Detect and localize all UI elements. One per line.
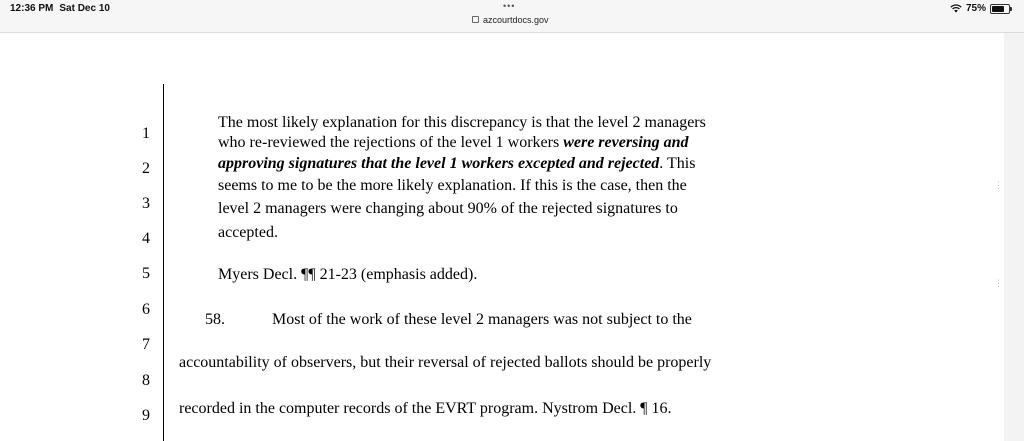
wifi-icon bbox=[950, 4, 962, 13]
quote-line: accepted. bbox=[218, 224, 278, 241]
quote-line bbox=[218, 134, 818, 152]
lock-icon bbox=[472, 16, 479, 23]
quote-text: who re-reviewed the rejections of the level 1 workers bbox=[218, 134, 564, 151]
date-text: Sat Dec 10 bbox=[59, 3, 110, 14]
quote-emphasis: were reversing and bbox=[563, 134, 689, 151]
scroll-marker-icon: ⋮ bbox=[994, 180, 1003, 190]
quote-line bbox=[218, 155, 818, 173]
margin-rule bbox=[163, 84, 164, 441]
status-time bbox=[10, 3, 110, 14]
status-bar bbox=[0, 0, 1024, 33]
line-number: 5 bbox=[142, 265, 150, 282]
line-number: 4 bbox=[142, 230, 150, 247]
line-number: 7 bbox=[142, 336, 150, 353]
address-bar[interactable] bbox=[472, 15, 549, 25]
line-number: 1 bbox=[142, 125, 150, 142]
line-number: 3 bbox=[142, 195, 150, 212]
quote-line: seems to me to be the more likely explanation. If this is the case, then the bbox=[218, 177, 687, 194]
battery-icon bbox=[990, 4, 1010, 14]
line-number: 9 bbox=[142, 407, 150, 424]
scroll-gutter[interactable] bbox=[1004, 33, 1024, 441]
quote-emphasis: approving signatures that the level 1 workers excepted and rejected bbox=[218, 155, 660, 172]
tab-overview-dots-icon[interactable]: ••• bbox=[503, 1, 516, 11]
status-right bbox=[950, 3, 1010, 14]
paragraph-number: 58. bbox=[205, 311, 225, 328]
scroll-marker-icon: ⋮ bbox=[994, 278, 1003, 288]
battery-percent: 75% bbox=[965, 3, 986, 14]
citation: Myers Decl. ¶¶ 21-23 (emphasis added). bbox=[218, 266, 478, 283]
quote-line: level 2 managers were changing about 90% of the rejected signatures to bbox=[218, 200, 678, 217]
quote-text: . This bbox=[659, 155, 696, 172]
paragraph-line: accountability of observers, but their reversal of rejected ballots should be properly bbox=[179, 354, 712, 371]
line-number: 6 bbox=[142, 301, 150, 318]
line-number: 8 bbox=[142, 372, 150, 389]
paragraph-line: recorded in the computer records of the EVRT program. Nystrom Decl. ¶ 16. bbox=[179, 400, 672, 417]
quote-line: The most likely explanation for this discrepancy is that the level 2 managers bbox=[218, 114, 706, 131]
paragraph-line: Most of the work of these level 2 managers was not subject to the bbox=[272, 311, 692, 328]
line-number: 2 bbox=[142, 160, 150, 177]
url-text: azcourtdocs.gov bbox=[483, 15, 549, 25]
time-text: 12:36 PM bbox=[10, 3, 54, 14]
